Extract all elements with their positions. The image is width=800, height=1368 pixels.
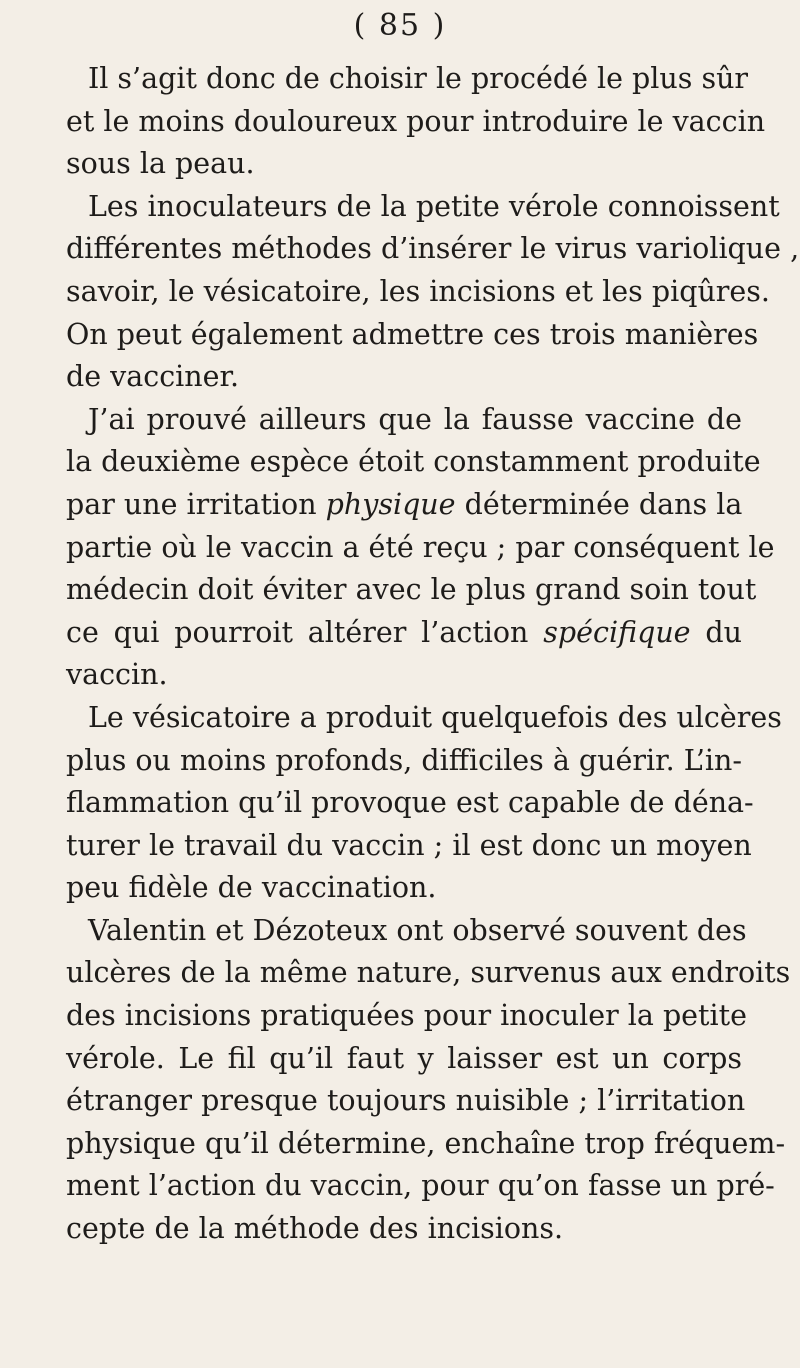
text-line: flammation qu’il provoque est capable de déna- [66, 786, 754, 820]
text-segment: par une irritation [66, 487, 326, 521]
text-line: cepte de la méthode des incisions. [66, 1212, 564, 1246]
text-line: On peut également admettre ces trois manières [66, 317, 759, 351]
text-segment: ce qui pourroit altérer l’action [66, 615, 544, 649]
italic-term: physique [325, 487, 456, 521]
text-line [66, 612, 742, 655]
text-line: Les inoculateurs de la petite vérole connoissent [88, 189, 780, 223]
text-line: la deuxième espèce étoit constamment produite [66, 445, 761, 479]
text-line: partie où le vaccin a été reçu ; par conséquent le [66, 530, 775, 564]
text-segment: déterminée dans la [455, 487, 743, 521]
text-line: des incisions pratiquées pour inoculer la petite [66, 999, 747, 1033]
text-line: turer le travail du vaccin ; il est donc un moyen [66, 828, 752, 862]
paragraph [66, 697, 782, 910]
text-line: Le vésicatoire a produit quelquefois des ulcères [88, 700, 782, 734]
text-line: J’ai prouvé ailleurs que la fausse vaccine de [88, 402, 742, 436]
text-line: étranger presque toujours nuisible ; l’irritation [66, 1084, 746, 1118]
text-line: plus ou moins profonds, difficiles à guérir. L’in- [66, 743, 742, 777]
paragraph [66, 186, 800, 399]
text-line: vérole. Le fil qu’il faut y laisser est un corps [66, 1041, 742, 1075]
text-line: Il s’agit donc de choisir le procédé le plus sûr [88, 62, 749, 95]
paragraph [66, 58, 766, 186]
text-line: ment l’action du vaccin, pour qu’on fasse un pré- [66, 1169, 775, 1203]
paragraph [66, 399, 775, 697]
text-line: ulcères de la même nature, survenus aux endroits [66, 956, 791, 990]
text-line: sous la peau. [66, 147, 255, 181]
text-line: médecin doit éviter avec le plus grand soin tout [66, 573, 757, 607]
text-line: et le moins douloureux pour introduire le vaccin [66, 104, 766, 138]
text-line: savoir, le vésicatoire, les incisions et les piqûres. [66, 274, 770, 308]
paragraph [66, 910, 791, 1251]
text-line [66, 484, 742, 527]
text-line: peu fidèle de vaccination. [66, 871, 437, 905]
page-number: ( 85 ) [353, 8, 447, 43]
text-segment: du [690, 615, 742, 649]
body-text [66, 58, 800, 1251]
text-line: vaccin. [66, 658, 168, 692]
text-line: de vacciner. [66, 360, 240, 394]
text-line: différentes méthodes d’insérer le virus variolique , [66, 232, 800, 266]
text-line: physique qu’il détermine, enchaîne trop fréquem- [66, 1126, 786, 1160]
italic-term: spécifique [543, 615, 691, 649]
text-line: Valentin et Dézoteux ont observé souvent des [88, 913, 747, 947]
